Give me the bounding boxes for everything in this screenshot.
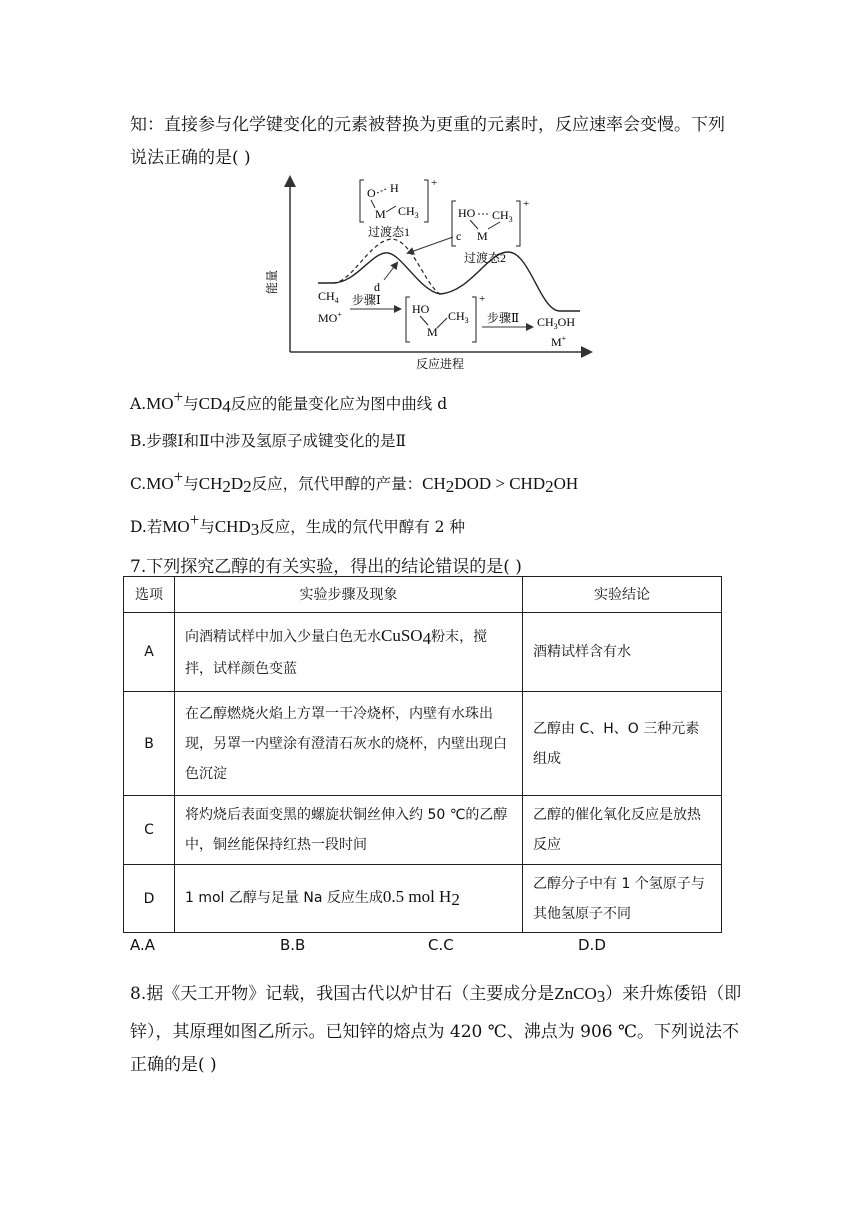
curve-d-label: d	[374, 280, 380, 294]
product-ch3oh: $CH_3OH$	[537, 315, 576, 331]
q8-line-1: 8.据《天工开物》记载，我国古代以炉甘石（主要成分是ZnCO$_3$）来升炼倭铅（即	[130, 984, 742, 1006]
curve-c-label: c	[456, 229, 462, 243]
row-conclusion: 乙醇的催化氧化反应是放热反应	[523, 796, 722, 865]
header-steps: 实验步骤及现象	[175, 577, 523, 613]
row-steps: 1 mol 乙醇与足量 Na 反应生成0.5 mol $H_2$	[175, 865, 523, 933]
ts1-label: 过渡态1	[368, 225, 411, 239]
curve-c-arrow	[408, 237, 453, 253]
step-1-label: 步骤Ⅰ	[352, 293, 381, 307]
row-key: A	[124, 613, 175, 692]
svg-text:+: +	[479, 293, 486, 305]
table-row	[124, 613, 722, 692]
q7-stem: 7.下列探究乙醇的有关实验，得出的结论错误的是( )	[130, 557, 522, 577]
q8-line-2: 锌），其原理如图乙所示。已知锌的熔点为 420 ℃、沸点为 906 ℃。下列说法不	[130, 1022, 740, 1042]
row-steps: 在乙醇燃烧火焰上方罩一干冷烧杯，内壁有水珠出现，另罩一内壁涂有澄清石灰水的烧杯，内壁出现白色沉淀	[175, 692, 523, 796]
row-steps: 向酒精试样中加入少量白色无水CuSO$_4$粉末，搅拌，试样颜色变蓝	[175, 613, 523, 692]
header-conclusion: 实验结论	[523, 577, 722, 613]
svg-text:+: +	[431, 177, 438, 189]
option-6a: A.MO+与$CD_4$反应的能量变化应为图中曲线 d	[130, 387, 448, 416]
step-2-label: 步骤Ⅱ	[487, 311, 520, 325]
answer-c: C.C	[428, 936, 454, 954]
row-key: C	[124, 796, 175, 865]
table-row	[124, 692, 722, 796]
row-conclusion: 乙醇由 C、H、O 三种元素组成	[523, 692, 722, 796]
intro-line-1: 知：直接参与化学键变化的元素被替换为更重的元素时，反应速率会变慢。下列	[130, 115, 725, 135]
option-6c: C.MO+与$CH_2D_2$反应，氘代甲醇的产量：$CH_2DOD > CHD_2OH$	[130, 467, 579, 496]
y-axis-label: 能量	[265, 269, 279, 295]
transition-state-2	[452, 198, 529, 246]
intermediate	[406, 293, 485, 342]
row-conclusion: 酒精试样含有水	[523, 613, 722, 692]
svg-text:CH3: $CH_3$	[448, 309, 469, 325]
x-axis-label: 反应进程	[415, 357, 465, 371]
row-steps: 将灼烧后表面变黑的螺旋状铜丝伸入约 50 ℃的乙醇中，铜丝能保持红热一段时间	[175, 796, 523, 865]
reactant-ch4: $CH_4$	[318, 289, 339, 305]
table-row	[124, 865, 722, 933]
svg-text:HO: HO	[458, 206, 476, 220]
svg-text:CH3: $CH_3$	[398, 204, 419, 220]
svg-text:O: O	[367, 186, 376, 200]
svg-text:M: M	[427, 325, 438, 339]
intro-line-2: 说法正确的是( )	[130, 148, 251, 168]
answer-d: D.D	[578, 936, 606, 954]
row-conclusion: 乙醇分子中有 1 个氢原子与其他氢原子不同	[523, 865, 722, 933]
ts2-label: 过渡态2	[464, 251, 507, 265]
svg-text:HO: HO	[412, 302, 430, 316]
table-header-row	[124, 577, 722, 613]
row-key: D	[124, 865, 175, 933]
experiment-table	[123, 576, 722, 933]
q8-line-3: 正确的是( )	[130, 1055, 217, 1075]
option-6d: D.若MO+与$CHD_3$反应，生成的氘代甲醇有 2 种	[130, 510, 465, 539]
answer-b: B.B	[280, 936, 306, 954]
svg-text:+: +	[523, 198, 530, 210]
row-key: B	[124, 692, 175, 796]
transition-state-1	[360, 177, 437, 222]
svg-text:H: H	[390, 181, 399, 195]
option-6b: B.步骤Ⅰ和Ⅱ中涉及氢原子成键变化的是Ⅱ	[130, 432, 407, 450]
answer-a: A.A	[130, 936, 156, 954]
product-m: M+	[551, 334, 567, 349]
svg-text:CH3: $CH_3$	[492, 208, 513, 224]
curve-d-arrow	[384, 263, 397, 280]
energy-diagram	[260, 168, 610, 378]
svg-text:M: M	[477, 229, 488, 243]
table-row	[124, 796, 722, 865]
header-option: 选项	[124, 577, 175, 613]
reactant-mo: MO+	[318, 310, 342, 325]
svg-text:M: M	[375, 207, 386, 221]
